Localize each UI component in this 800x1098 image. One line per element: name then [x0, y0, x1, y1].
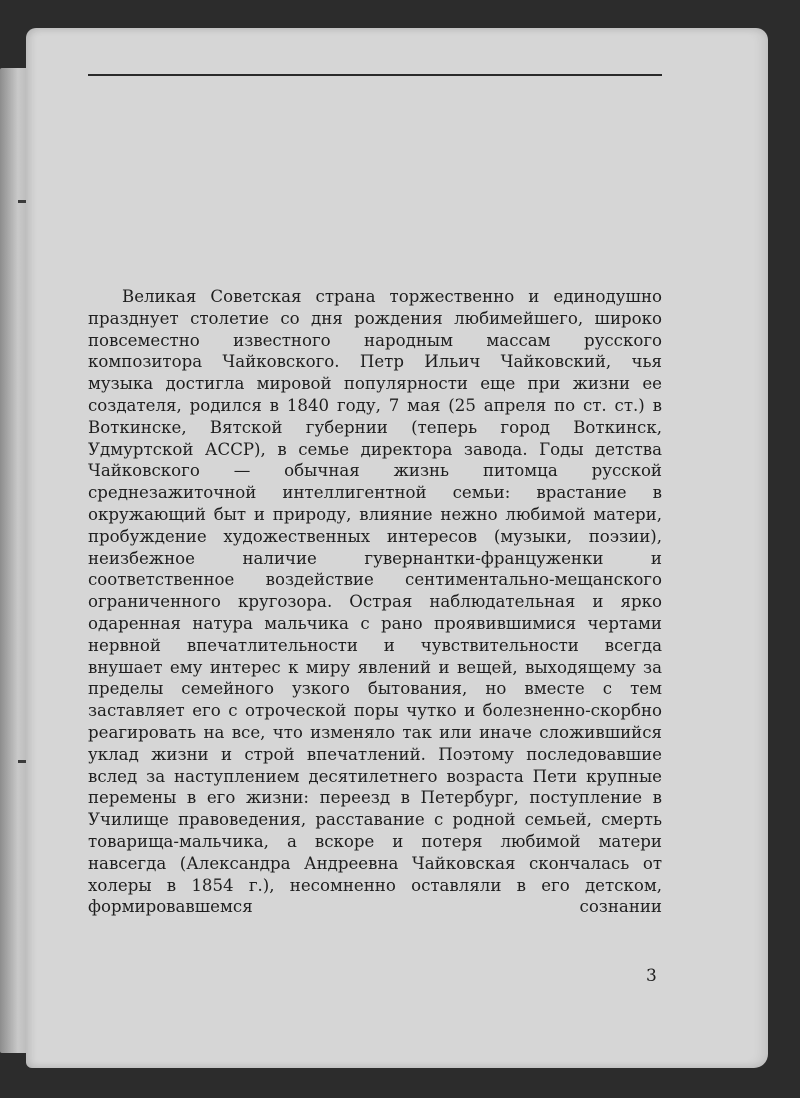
- body-paragraph: Великая Советская страна торжественно и единодушно празднует столетие со дня рождения любимейшего, широко повсеместно известного народным массам русского композитора Чайковского. Петр Ильич Чайковский, чья музыка достигла мировой популярности еще при жизни ее создателя, родился в 1840 году, 7 мая (25 апреля по ст. ст.) в Воткинске, Вятской губернии (теперь город Воткинск, Удмуртской АССР), в семье директора завода. Годы детства Чайковского — обычная жизнь питомца русской среднезажиточной интеллигентной семьи: врастание в окружающий быт и природу, влияние нежно любимой матери, пробуждение художественных интересов (музыки, поэзии), неизбежное наличие гувернантки-француженки и соответственное воздействие сентиментально-мещанского ограниченного кругозора. Острая наблюдательная и ярко одаренная натура мальчика с рано проявившимися чертами нервной впечатлительности и чувствительности всегда внушает ему интерес к миру явлений и вещей, выходящему за пределы семейного узкого бытования, но вместе с тем заставляет его с отроческой поры чутко и болезненно-скорбно реагировать на все, что изменяло так или иначе сложившийся уклад жизни и строй впечатлений. Поэтому последовавшие вслед за наступлением десятилетнего возраста Пети крупные перемены в его жизни: переезд в Петербург, поступление в Училище правоведения, расставание с родной семьей, смерть товарища-мальчика, а вскоре и потеря любимой матери навсегда (Александра Андреевна Чайковская скончалась от холеры в 1854 г.), несомненно оставляли в его детском, формировавшемся сознании: [88, 287, 662, 917]
- page-number: 3: [646, 966, 657, 986]
- header-rule: [88, 74, 662, 76]
- book-page: [26, 28, 768, 1068]
